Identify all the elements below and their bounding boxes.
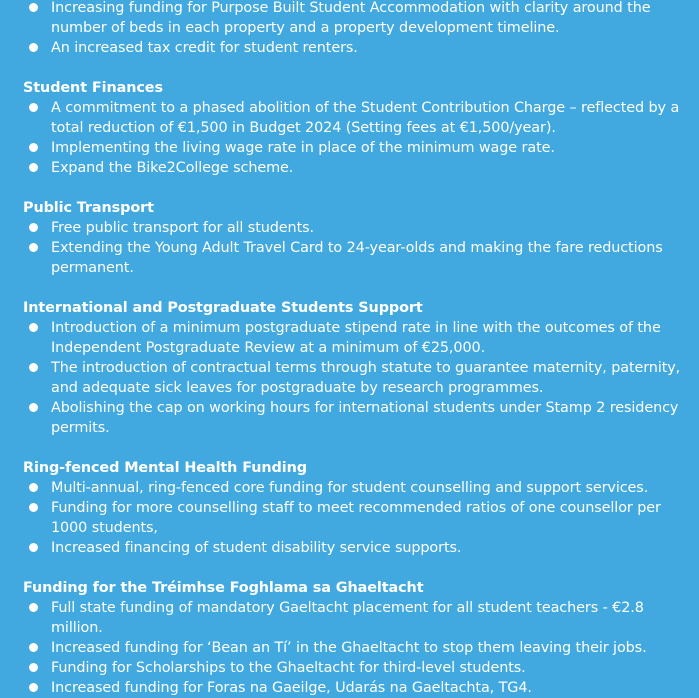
list-item-text: Increased funding for Foras na Gaeilge, Udarás na Gaeltachta, TG4. bbox=[51, 680, 532, 696]
bullet-icon bbox=[29, 683, 38, 692]
bullet-icon bbox=[29, 323, 38, 332]
gaeltacht-list bbox=[23, 598, 683, 698]
section-spacer bbox=[23, 58, 683, 78]
list-item bbox=[23, 98, 683, 138]
bullet-icon bbox=[29, 3, 38, 12]
list-item bbox=[23, 538, 683, 558]
bullet-icon bbox=[29, 543, 38, 552]
list-item bbox=[23, 498, 683, 538]
list-item bbox=[23, 0, 683, 38]
list-item-text: Abolishing the cap on working hours for international students under Stamp 2 residency permits. bbox=[51, 400, 679, 436]
bullet-icon bbox=[29, 503, 38, 512]
list-item-text: Increased funding for ‘Bean an Tí’ in the Ghaeltacht to stop them leaving their jobs. bbox=[51, 640, 647, 656]
section-spacer bbox=[23, 278, 683, 298]
bullet-icon bbox=[29, 143, 38, 152]
bullet-icon bbox=[29, 403, 38, 412]
student-finances-list bbox=[23, 98, 683, 178]
section-title-international-postgraduate: International and Postgraduate Students Support bbox=[23, 300, 423, 316]
list-item bbox=[23, 678, 683, 698]
list-item-text: Increasing funding for Purpose Built Student Accommodation with clarity around the number of beds in each property and a property development timeline. bbox=[51, 0, 651, 36]
bullet-icon bbox=[29, 163, 38, 172]
list-item bbox=[23, 138, 683, 158]
list-item-text: Multi-annual, ring-fenced core funding for student counselling and support services. bbox=[51, 480, 649, 496]
list-item bbox=[23, 38, 683, 58]
list-item bbox=[23, 398, 683, 438]
list-item bbox=[23, 238, 683, 278]
list-item bbox=[23, 598, 683, 638]
list-item-text: Introduction of a minimum postgraduate stipend rate in line with the outcomes of the Independent Postgraduate Review at a minimum of €25,000. bbox=[51, 320, 661, 356]
bullet-icon bbox=[29, 43, 38, 52]
list-item bbox=[23, 658, 683, 678]
list-item bbox=[23, 218, 683, 238]
bullet-icon bbox=[29, 103, 38, 112]
list-item-text: An increased tax credit for student renters. bbox=[51, 40, 358, 56]
section-spacer bbox=[23, 558, 683, 578]
section-title-mental-health: Ring-fenced Mental Health Funding bbox=[23, 460, 307, 476]
list-item-text: Funding for Scholarships to the Ghaeltacht for third-level students. bbox=[51, 660, 526, 676]
bullet-icon bbox=[29, 663, 38, 672]
section-title-gaeltacht: Funding for the Tréimhse Foghlama sa Ghaeltacht bbox=[23, 580, 424, 596]
document-content bbox=[23, 0, 683, 698]
section-title-student-finances: Student Finances bbox=[23, 80, 163, 96]
list-item-text: Expand the Bike2College scheme. bbox=[51, 160, 294, 176]
list-item-text: Increased financing of student disability service supports. bbox=[51, 540, 462, 556]
list-item bbox=[23, 318, 683, 358]
bullet-icon bbox=[29, 363, 38, 372]
list-item-text: Full state funding of mandatory Gaeltacht placement for all student teachers - €2.8 million. bbox=[51, 600, 644, 636]
list-item-text: Implementing the living wage rate in place of the minimum wage rate. bbox=[51, 140, 555, 156]
list-item bbox=[23, 358, 683, 398]
list-item-text: Extending the Young Adult Travel Card to 24-year-olds and making the fare reductions permanent. bbox=[51, 240, 663, 276]
section-spacer bbox=[23, 438, 683, 458]
international-postgraduate-list bbox=[23, 318, 683, 438]
list-item-text: A commitment to a phased abolition of the Student Contribution Charge – reflected by a total reduction of €1,500 in Budget 2024 (Setting fees at €1,500/year). bbox=[51, 100, 680, 136]
bullet-icon bbox=[29, 223, 38, 232]
mental-health-list bbox=[23, 478, 683, 558]
list-item bbox=[23, 158, 683, 178]
section-spacer bbox=[23, 178, 683, 198]
list-item-text: Funding for more counselling staff to meet recommended ratios of one counsellor per 1000 students, bbox=[51, 500, 661, 536]
intro-list bbox=[23, 0, 683, 58]
bullet-icon bbox=[29, 643, 38, 652]
list-item-text: The introduction of contractual terms through statute to guarantee maternity, paternity, and adequate sick leaves for postgraduate by research programmes. bbox=[51, 360, 681, 396]
public-transport-list bbox=[23, 218, 683, 278]
section-title-public-transport: Public Transport bbox=[23, 200, 154, 216]
list-item bbox=[23, 478, 683, 498]
bullet-icon bbox=[29, 603, 38, 612]
bullet-icon bbox=[29, 483, 38, 492]
list-item-text: Free public transport for all students. bbox=[51, 220, 314, 236]
bullet-icon bbox=[29, 243, 38, 252]
list-item bbox=[23, 638, 683, 658]
